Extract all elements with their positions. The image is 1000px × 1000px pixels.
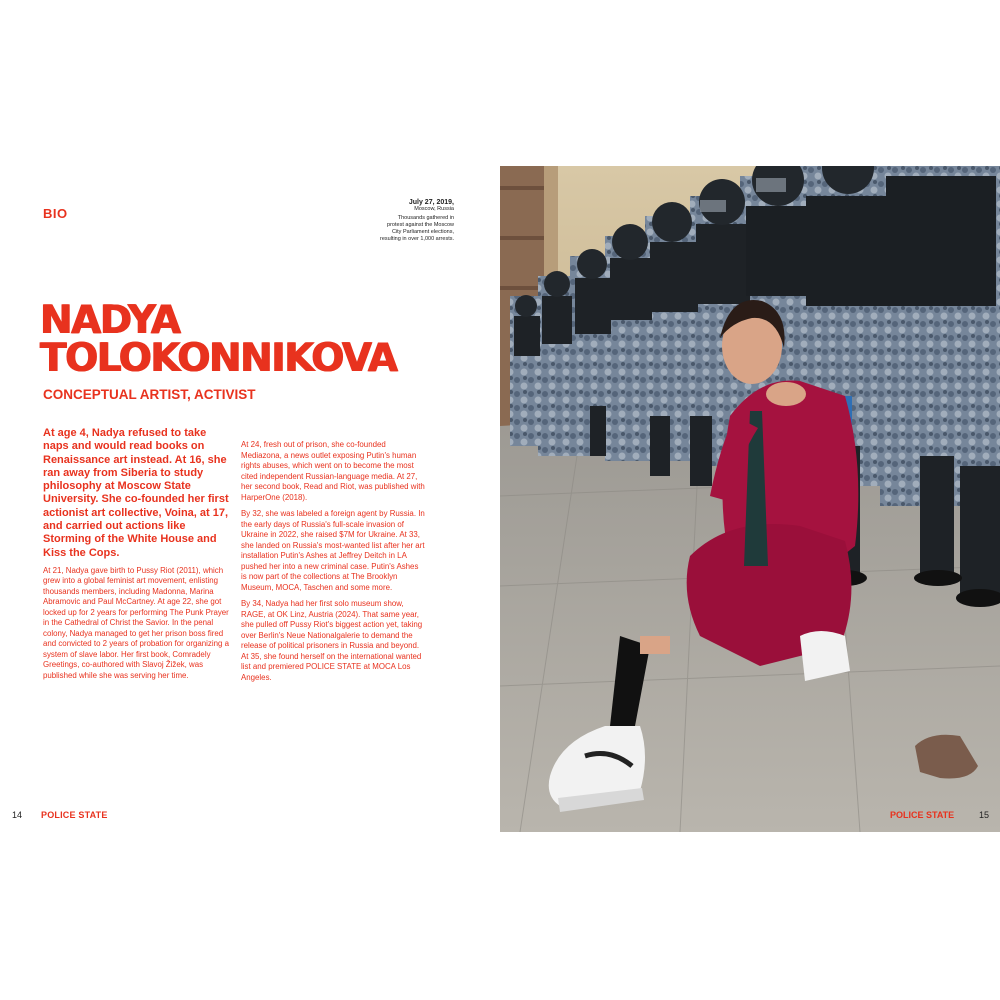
page-number-left: 14 bbox=[12, 810, 23, 820]
artist-name-last: TOLOKONNIKOVA bbox=[40, 336, 397, 381]
caption-place: Moscow, Russia bbox=[414, 206, 454, 212]
caption-text: Thousands gathered in protest against the Moscow City Parliament elections, resulting in over 1,000 arrests. bbox=[380, 215, 454, 242]
lead-paragraph: At age 4, Nadya refused to take naps and would read books on Renaissance art instead. At 16, she ran away from Siberia to study philosophy at Moscow State University. She co-founded her first actionist art collective, Voina, at 17, and carried out actions like Storming of the White House and Kiss the Cops. bbox=[43, 427, 229, 559]
section-label: BIO bbox=[43, 206, 68, 221]
running-title-left: POLICE STATE bbox=[41, 810, 108, 820]
text-column-left bbox=[43, 427, 229, 687]
protest-photo bbox=[500, 166, 1000, 832]
text-column-right bbox=[241, 440, 425, 689]
artist-name bbox=[40, 298, 480, 381]
body-paragraph-3: By 32, she was labeled a foreign agent by Russia. In the early days of Russia's full-scale invasion of Ukraine in 2022, she raised $7M for Ukraine. At 33, she landed on Russia's most-wanted list after her art installation Putin's Ashes at Jeffrey Deitch in LA pushed her into a new criminal case. Putin's Ashes is now part of the collections at The Brooklyn Museum, MOCA, Taschen and some more. bbox=[241, 509, 425, 592]
caption-date: July 27, 2019, bbox=[408, 199, 454, 206]
photo-caption bbox=[380, 199, 454, 243]
running-title-right: POLICE STATE bbox=[890, 810, 955, 820]
artist-subtitle: CONCEPTUAL ARTIST, ACTIVIST bbox=[43, 387, 256, 402]
body-paragraph-1: At 21, Nadya gave birth to Pussy Riot (2011), which grew into a global feminist art movement, enlisting thousands members, including Madonna, Marina Abramovic and Paul McCartney. At age 22, she got locked up for 2 years for performing The Punk Prayer in the Cathedral of Christ the Savior. In the penal colony, Nadya managed to get her prison boss fired and convicted to 2 years of probation for organizing a system of slave labor. Her first book, Comradely Greetings, co-authored with Slavoj Žižek, was published while she was serving her time. bbox=[43, 565, 229, 680]
body-paragraph-2: At 24, fresh out of prison, she co-founded Mediazona, a news outlet exposing Putin's human rights abuses, which went on to become the most cited independent Russian-language media. At 27, her second book, Read and Riot, was published with HarperOne (2018). bbox=[241, 440, 425, 502]
artist-name-first: NADYA bbox=[40, 298, 180, 343]
page-number-right: 15 bbox=[979, 810, 990, 820]
photo-page bbox=[500, 166, 1000, 832]
body-paragraph-4: By 34, Nadya had her first solo museum show, RAGE, at OK Linz, Austria (2024). That same year, she pulled off Pussy Riot's biggest action yet, taking over Berlin's Neue Nationalgalerie to demand the release of political prisoners in Russia and beyond. At 35, she found herself on the international wanted list and premiered POLICE STATE at MOCA Los Angeles. bbox=[241, 599, 423, 682]
